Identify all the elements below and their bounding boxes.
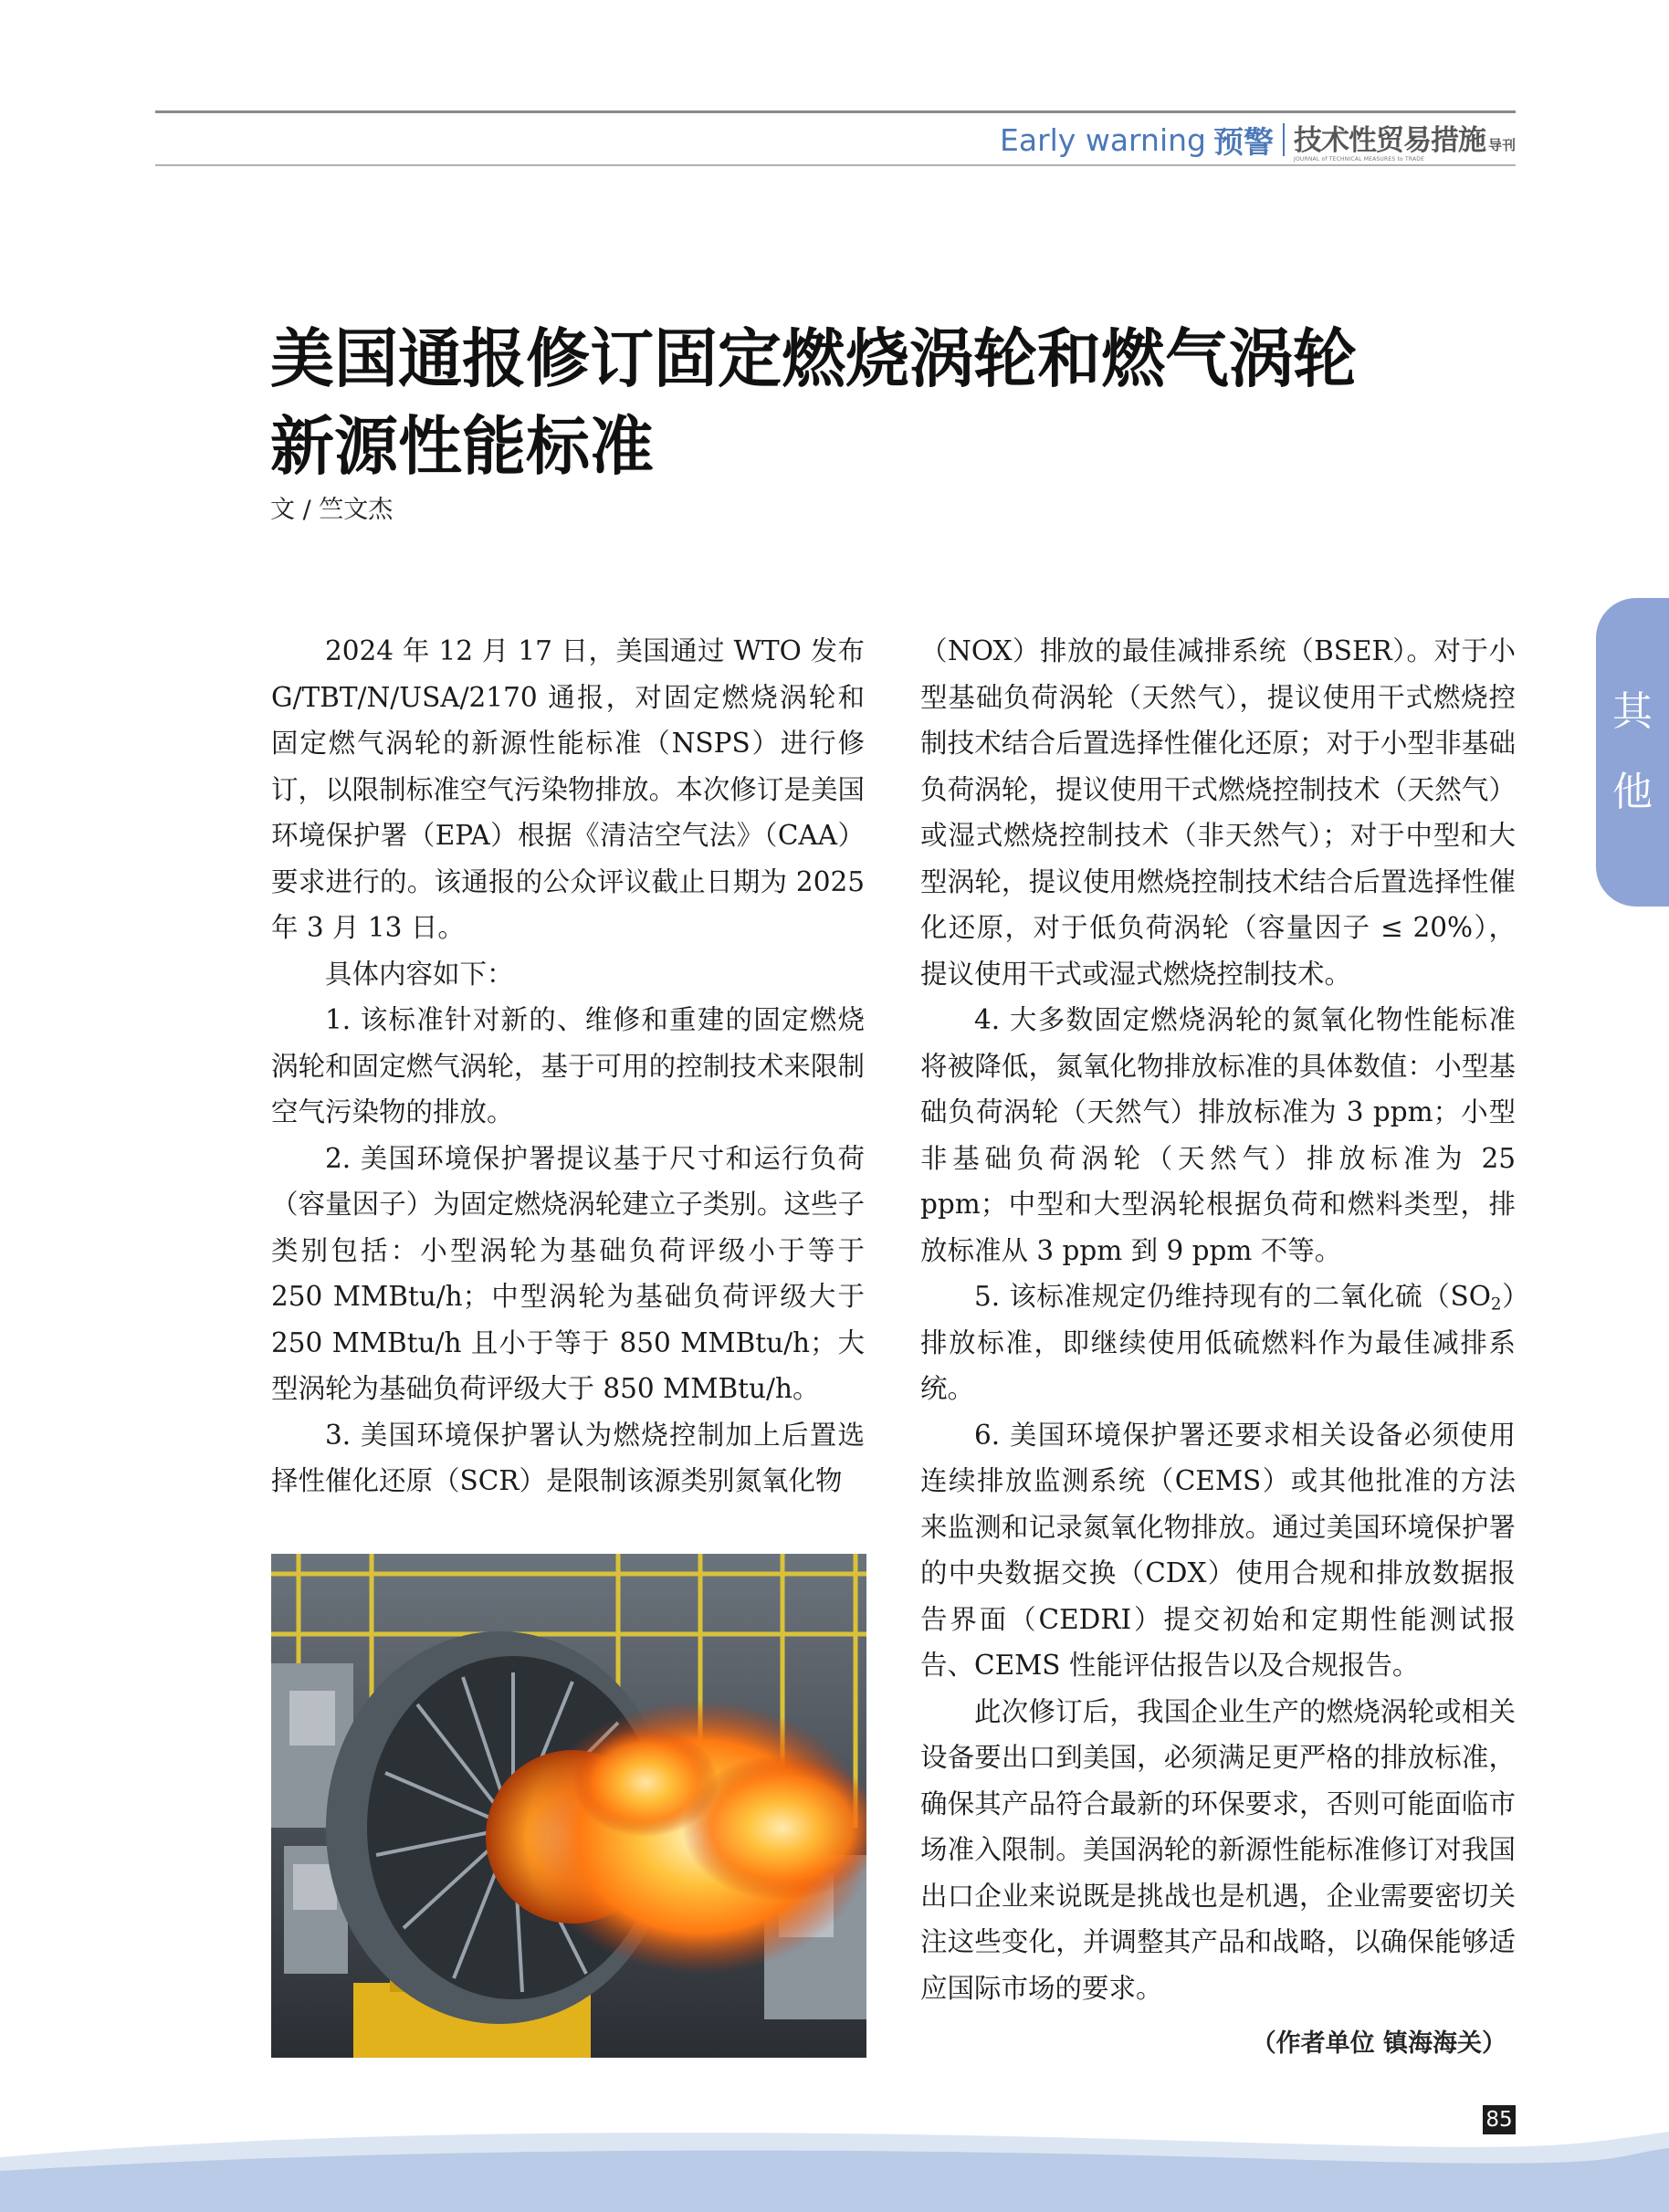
- journal-name-suffix: 导刊: [1487, 137, 1516, 153]
- so2-text-before: 5. 该标准规定仍维持现有的二氧化硫（SO: [974, 1281, 1491, 1312]
- paragraph: 4. 大多数固定燃烧涡轮的氮氧化物性能标准将被降低，氮氧化物排放标准的具体数值：小型基础负荷涡轮（天然气）排放标准为 3 ppm；小型非基础负荷涡轮（天然气）排放标准为 25 ppm；中型和大型涡轮根据负荷和燃料类型，排放标准从 3 ppm 到 9 ppm 不等。: [920, 1004, 1516, 1266]
- header-rule-top: [155, 110, 1516, 113]
- article-title: [270, 315, 1457, 490]
- page-number: 85: [1483, 2105, 1516, 2134]
- paragraph: 6. 美国环境保护署还要求相关设备必须使用连续排放监测系统（CEMS）或其他批准的方法来监测和记录氮氧化物排放。通过美国环境保护署的中央数据交换（CDX）使用合规和排放数据报告界面（CEDRI）提交初始和定期性能测试报告、CEMS 性能评估报告以及合规报告。: [920, 1419, 1516, 1681]
- journal-name-en: JOURNAL of TECHNICAL MEASURES to TRADE: [1293, 156, 1425, 162]
- turbine-photo: [271, 1554, 866, 2058]
- paragraph: 此次修订后，我国企业生产的燃烧涡轮或相关设备要出口到美国，必须满足更严格的排放标准，确保其产品符合最新的环保要求，否则可能面临市场准入限制。美国涡轮的新源性能标准修订对我国出口企业来说既是挑战也是机遇，企业需要密切关注这些变化，并调整其产品和战略，以确保能够适应国际市场的要求。: [920, 1695, 1516, 2004]
- title-line-1: 美国通报修订固定燃烧涡轮和燃气涡轮: [270, 321, 1357, 396]
- section-label-en: Early warning: [1000, 121, 1206, 158]
- left-column: [271, 628, 865, 1504]
- section-label-cn: 预警: [1212, 123, 1274, 160]
- author-byline: 文 / 竺文杰: [270, 496, 394, 524]
- header-separator: [1283, 123, 1285, 156]
- running-header: [995, 117, 1516, 162]
- so2-text-after: ）排放标准，即继续使用低硫燃料作为最佳减排系统。: [920, 1281, 1516, 1404]
- side-tab-char: 其: [1612, 688, 1653, 735]
- footer-wave: [0, 2121, 1669, 2212]
- title-line-2: 新源性能标准: [270, 409, 654, 484]
- section-side-tab[interactable]: [1596, 598, 1669, 907]
- paragraph: 2024 年 12 月 17 日，美国通过 WTO 发布 G/TBT/N/USA/2170 通报，对固定燃烧涡轮和固定燃气涡轮的新源性能标准（NSPS）进行修订，以限制标准空气污染物排放。本次修订是美国环境保护署（EPA）根据《清洁空气法》（CAA）要求进行的。该通报的公众评议截止日期为 2025 年 3 月 13 日。: [271, 635, 865, 943]
- author-affiliation: （作者单位 镇海海关）: [1251, 2029, 1506, 2058]
- paragraph: [920, 1274, 1516, 1412]
- paragraph: （NOX）排放的最佳减排系统（BSER）。对于小型基础负荷涡轮（天然气），提议使用干式燃烧控制技术结合后置选择性催化还原；对于小型非基础负荷涡轮，提议使用干式燃烧控制技术（天然气）或湿式燃烧控制技术（非天然气）；对于中型和大型涡轮，提议使用燃烧控制技术结合后置选择性催化还原，对于低负荷涡轮（容量因子 ≤ 20%），提议使用干式或湿式燃烧控制技术。: [920, 635, 1516, 990]
- paragraph: 3. 美国环境保护署认为燃烧控制加上后置选择性催化还原（SCR）是限制该源类别氮氧化物: [271, 1419, 865, 1496]
- paragraph: 1. 该标准针对新的、维修和重建的固定燃烧涡轮和固定燃气涡轮，基于可用的控制技术来限制空气污染物的排放。: [271, 1004, 865, 1127]
- journal-name: 技术性贸易措施: [1293, 124, 1485, 157]
- journal-logo: [1294, 117, 1516, 162]
- paragraph: 2. 美国环境保护署提议基于尺寸和运行负荷（容量因子）为固定燃烧涡轮建立子类别。这些子类别包括：小型涡轮为基础负荷评级小于等于 250 MMBtu/h；中型涡轮为基础负荷评级大于 250 MMBtu/h 且小于等于 850 MMBtu/h；大型涡轮为基础负荷评级大于 850 MMBtu/h。: [271, 1142, 865, 1404]
- paragraph: 具体内容如下：: [325, 958, 514, 990]
- header-rule-bottom: [155, 164, 1516, 166]
- side-tab-char: 他: [1612, 769, 1653, 815]
- so2-subscript: 2: [1490, 1295, 1502, 1315]
- right-column: [920, 628, 1516, 2011]
